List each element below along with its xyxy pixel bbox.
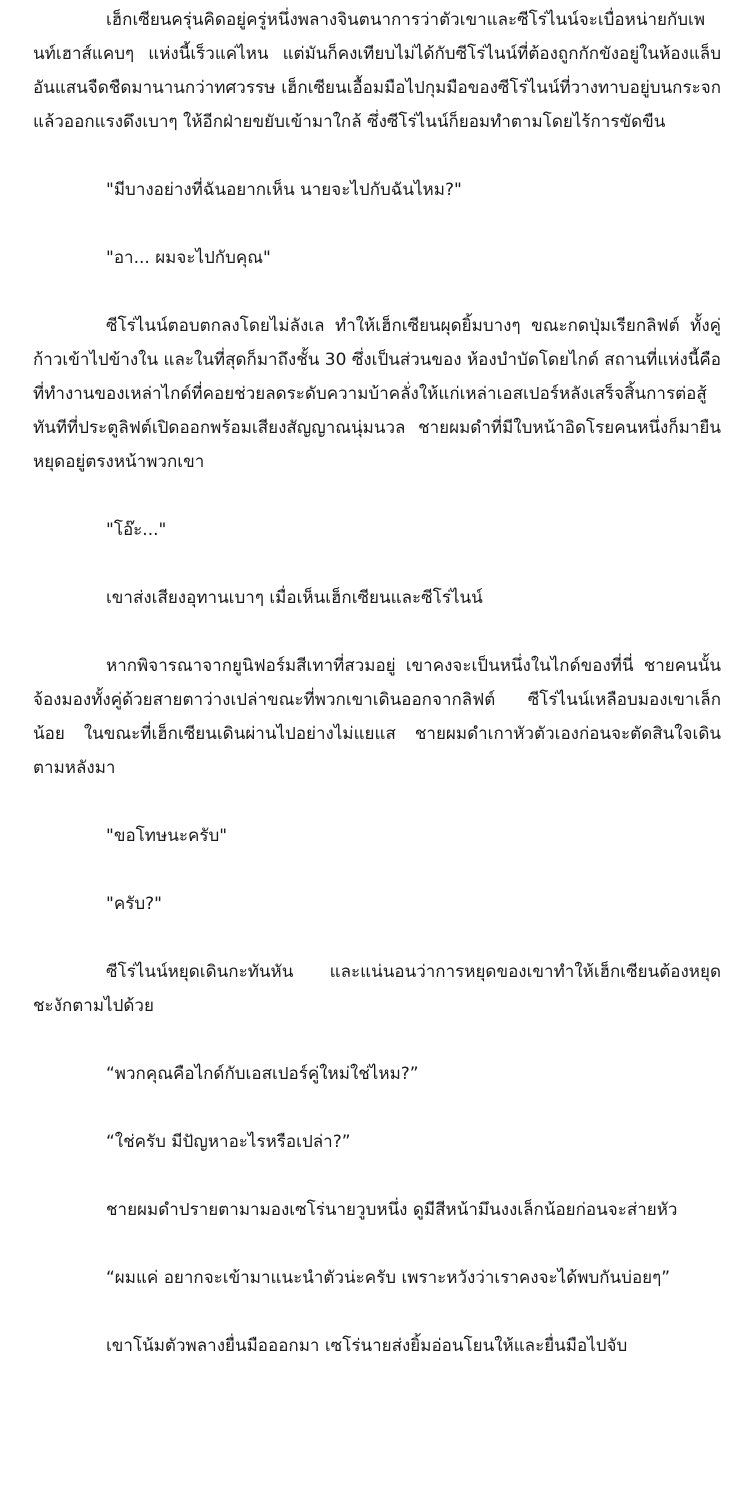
paragraph-narration: เขาส่งเสียงอุทานเบาๆ เมื่อเห็นเฮ็กเซียนและซีโร่ไนน์ (106, 588, 483, 608)
paragraph-narration: เขาโน้มตัวพลางยื่นมือออกมา เซโร่นายส่งยิ้มอ่อนโยนให้และยื่นมือไปจับ (106, 1336, 628, 1356)
paragraph-dialogue: “ผมแค่ อยากจะเข้ามาแนะนำตัวน่ะครับ เพราะหวังว่าเราคงจะได้พบกันบ่อยๆ” (106, 1268, 671, 1288)
paragraph-dialogue: "โอ๊ะ..." (106, 520, 167, 540)
paragraph-dialogue: “ใช่ครับ มีปัญหาอะไรหรือเปล่า?” (106, 1132, 351, 1152)
paragraph-dialogue: “พวกคุณคือไกด์กับเอสเปอร์คู่ใหม่ใช่ไหม?” (106, 1064, 419, 1084)
paragraph-narration: เฮ็กเซียนครุ่นคิดอยู่ครู่หนึ่งพลางจินตนาการว่าตัวเขาและซีโร่ไนน์จะเบื่อหน่ายกับเพนท์เฮาส์แคบๆ แห่งนี้เร็วแค่ไหน แต่มันก็คงเทียบไม่ได้กับซีโร่ไนน์ที่ต้องถูกกักขังอยู่ในห้องแล็บอันแสนจืดชืดมานานกว่าทศวรรษ เฮ็กเซียนเอื้อมมือไปกุมมือของซีโร่ไนน์ที่วางทาบอยู่บนกระจก แล้วออกแรงดึงเบาๆ ให้อีกฝ่ายขยับเข้ามาใกล้ ซึ่งซีโร่ไนน์ก็ยอมทำตามโดยไร้การขัดขืน (33, 10, 721, 132)
paragraph-narration: ชายผมดำปรายตามามองเซโร่นายวูบหนึ่ง ดูมีสีหน้ามึนงงเล็กน้อยก่อนจะส่ายหัว (106, 1200, 678, 1220)
paragraph-dialogue: "มีบางอย่างที่ฉันอยากเห็น นายจะไปกับฉันไหม?" (106, 180, 462, 200)
paragraph-narration: หากพิจารณาจากยูนิฟอร์มสีเทาที่สวมอยู่ เขาคงจะเป็นหนึ่งในไกด์ของที่นี่ ชายคนนั้นจ้องมองทั้งคู่ด้วยสายตาว่างเปล่าขณะที่พวกเขาเดินออกจากลิฟต์ ซีโร่ไนน์เหลือบมองเขาเล็กน้อย ในขณะที่เฮ็กเซียนเดินผ่านไปอย่างไม่แยแส ชายผมดำเกาหัวตัวเองก่อนจะตัดสินใจเดินตามหลังมา (33, 656, 721, 778)
paragraph-narration: ซีโร่ไนน์หยุดเดินกะทันหัน และแน่นอนว่าการหยุดของเขาทำให้เฮ็กเซียนต้องหยุดชะงักตามไปด้วย (33, 962, 721, 1016)
paragraph-dialogue: "ขอโทษนะครับ" (106, 826, 228, 846)
paragraph-narration: ซีโร่ไนน์ตอบตกลงโดยไม่ลังเล ทำให้เฮ็กเซียนผุดยิ้มบางๆ ขณะกดปุ่มเรียกลิฟต์ ทั้งคู่ก้าวเข้าไปข้างใน และในที่สุดก็มาถึงชั้น 30 ซึ่งเป็นส่วนของ ห้องบำบัดโดยไกด์ สถานที่แห่งนี้คือที่ทำงานของเหล่าไกด์ที่คอยช่วยลดระดับความบ้าคลั่งให้แก่เหล่าเอสเปอร์หลังเสร็จสิ้นการต่อสู้ ทันทีที่ประตูลิฟต์เปิดออกพร้อมเสียงสัญญาณนุ่มนวล ชายผมดำที่มีใบหน้าอิดโรยคนหนึ่งก็มายืนหยุดอยู่ตรงหน้าพวกเขา (33, 316, 721, 472)
paragraph-dialogue: "ครับ?" (106, 894, 162, 914)
paragraph-dialogue: "อา... ผมจะไปกับคุณ" (106, 248, 271, 268)
